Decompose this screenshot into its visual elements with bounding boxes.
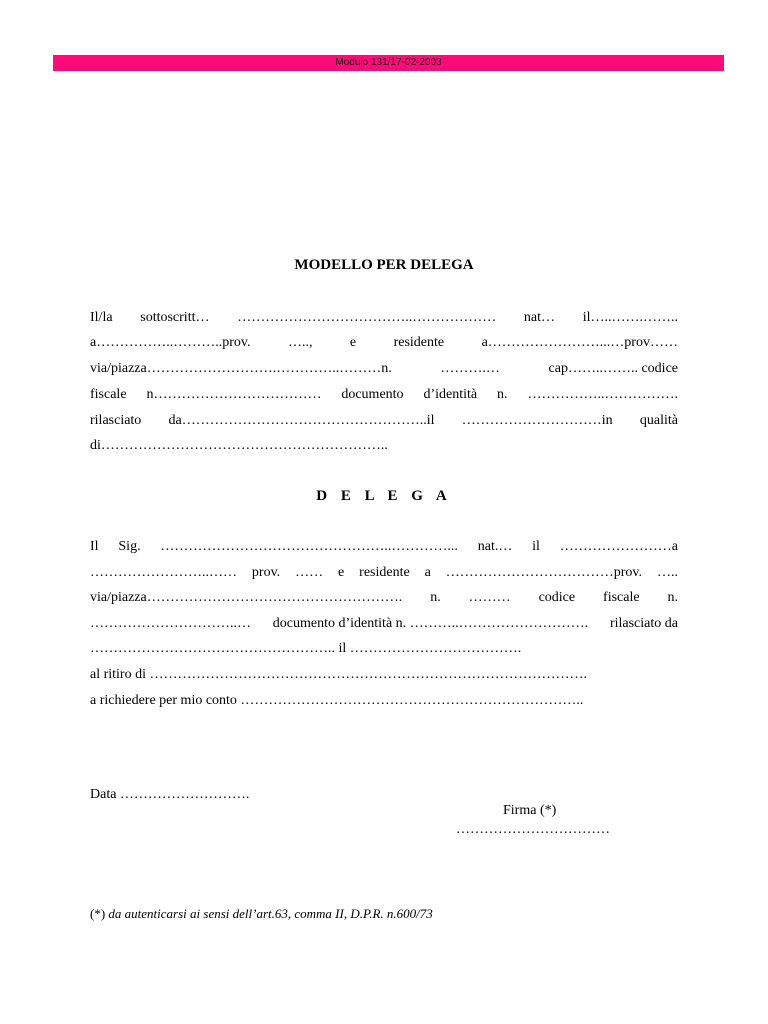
signature-line: ……………………………	[456, 822, 610, 837]
text-fragment: …..,	[287, 335, 313, 350]
text-fragment: a……………..………..prov.	[90, 335, 251, 350]
text-fragment: a……………………...…prov……	[481, 335, 678, 350]
text-fragment: a	[424, 565, 431, 580]
text-fragment: rilasciato	[90, 413, 142, 428]
text-fragment: …………………………in	[461, 413, 613, 428]
text-fragment: qualità	[639, 413, 678, 428]
delegato-line-2	[90, 565, 678, 581]
footnote	[90, 906, 433, 922]
ritiro-line: al ritiro di ………………………………………………………………………………….	[90, 667, 587, 682]
text-fragment: fiscale	[90, 387, 127, 402]
delegato-line-1	[90, 539, 678, 555]
delegante-line-3	[90, 361, 678, 377]
text-fragment: fiscale	[603, 590, 640, 605]
delegato-line-4	[90, 616, 678, 632]
text-fragment: il	[532, 539, 540, 554]
text-fragment: da……………………………………………..il	[168, 413, 435, 428]
text-fragment: rilasciato da	[609, 616, 678, 631]
text-fragment: Il/la	[90, 310, 113, 325]
module-code: Modulo 131/17-02-2003	[335, 57, 442, 68]
text-fragment: n………………………………	[146, 387, 322, 402]
text-fragment: …………………………………………..…………...	[160, 539, 458, 554]
text-fragment: Il	[90, 539, 99, 554]
module-header-bar	[53, 55, 724, 71]
richiedere-line: a richiedere per mio conto ………………………………………………………………..	[90, 693, 584, 708]
text-fragment: e	[338, 565, 345, 580]
text-fragment: …..	[656, 565, 678, 580]
text-fragment: ……………………a	[559, 539, 678, 554]
text-fragment: via/piazza……………………………………………….	[90, 590, 403, 605]
document-title: MODELLO PER DELEGA	[294, 257, 474, 273]
section-title-delega: D E L E G A	[316, 488, 452, 504]
delegante-line-4	[90, 387, 678, 403]
text-fragment: ……….…	[440, 361, 500, 376]
text-fragment: ………………………………prov.	[445, 565, 643, 580]
text-fragment: n.	[430, 590, 441, 605]
text-fragment: residente	[359, 565, 410, 580]
text-fragment: documento	[341, 387, 404, 402]
text-fragment: e	[349, 335, 357, 350]
text-fragment: ……………..…………….	[527, 387, 678, 402]
date-line: Data ……………………….	[90, 787, 250, 802]
text-fragment: d’identità	[423, 387, 478, 402]
text-fragment: via/piazza……………………….…………..………n.	[90, 361, 392, 376]
text-fragment: nat…	[523, 310, 555, 325]
text-fragment: ……	[295, 565, 324, 580]
text-fragment: n.	[667, 590, 678, 605]
text-fragment: cap……..…….. codice	[548, 361, 678, 376]
delegato-line-3	[90, 590, 678, 606]
text-fragment: sottoscritt…	[140, 310, 210, 325]
delegante-line-6: di……………………………………………………..	[90, 438, 388, 453]
footnote-text: da autenticarsi ai sensi dell’art.63, comma II, D.P.R. n.600/73	[108, 906, 433, 921]
text-fragment: il…..…….……..	[582, 310, 678, 325]
signature-label: Firma (*)	[503, 803, 557, 818]
text-fragment: nat.…	[477, 539, 513, 554]
delegante-line-2	[90, 335, 678, 351]
footnote-marker: (*)	[90, 906, 106, 921]
delegato-line-5: …………………………………………….. il ……………………………….	[90, 641, 522, 656]
text-fragment: Sig.	[118, 539, 141, 554]
text-fragment: prov.	[251, 565, 281, 580]
text-fragment: codice	[538, 590, 576, 605]
delegante-line-5	[90, 413, 678, 429]
text-fragment: ………………………………..………………	[237, 310, 497, 325]
text-fragment: n.	[497, 387, 508, 402]
text-fragment: …………………………..…	[90, 616, 251, 631]
text-fragment: documento d’identità n. ………..……………………….	[272, 616, 589, 631]
text-fragment: ………	[468, 590, 511, 605]
text-fragment: ……………………..……	[90, 565, 237, 580]
text-fragment: residente	[393, 335, 445, 350]
delegante-line-1	[90, 310, 678, 326]
